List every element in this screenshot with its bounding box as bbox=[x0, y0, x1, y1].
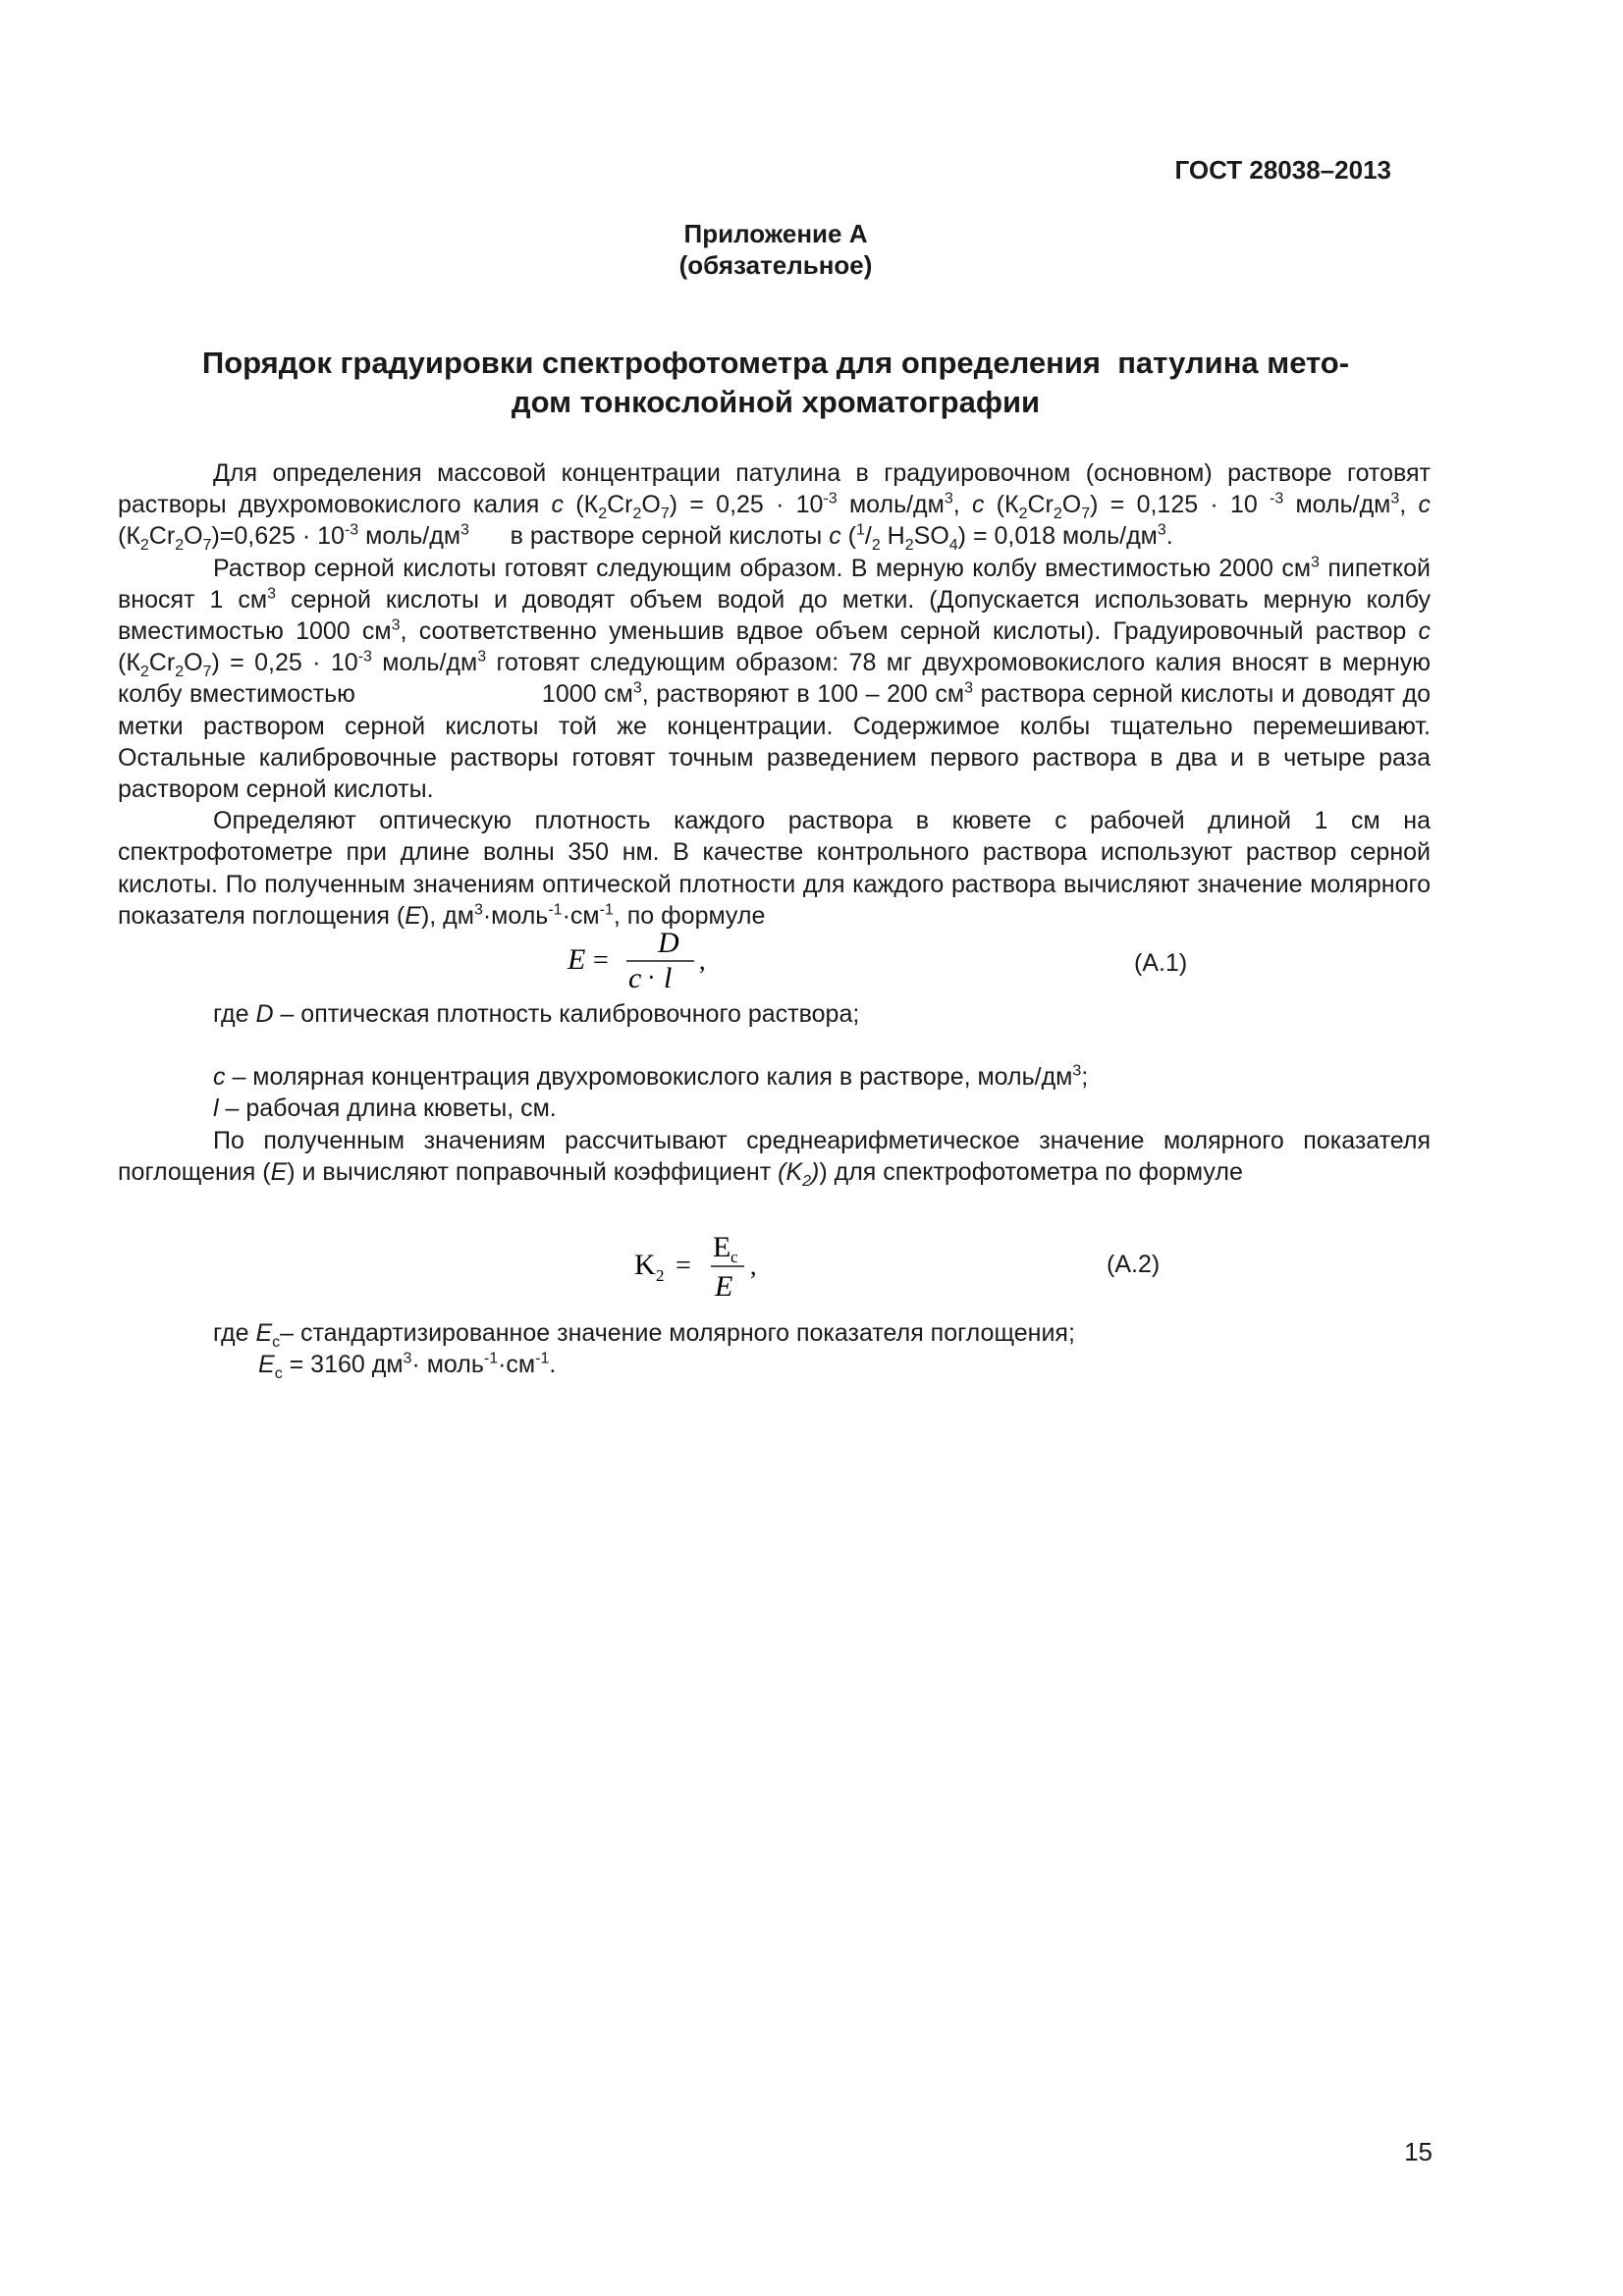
section-title: Порядок градуировки спектрофотометра для определения патулина мето- дом тонкослойной хроматографии bbox=[201, 346, 1350, 419]
where-c: c – молярная концентрация двухромовокислого калия в растворе, моль/$дм^3$; bbox=[213, 1062, 1089, 1092]
where-ec-value: $E_c = 3160$ $дм^3\cdot$ $моль^{-1}\cdot см^{-1}$. bbox=[258, 1350, 557, 1383]
appendix-status: (обязательное) bbox=[678, 250, 873, 280]
svg-text:2: 2 bbox=[656, 1266, 665, 1286]
spacer bbox=[118, 1188, 1431, 1227]
where-ec: где $E_c-$ стандартизированное значение молярного показателя поглощения; bbox=[213, 1319, 1075, 1352]
formula-a2 bbox=[118, 1227, 1431, 1306]
document-id: ГОСТ 28038–2013 bbox=[1174, 155, 1391, 185]
svg-text:l: l bbox=[664, 962, 673, 995]
paragraph-4: По полученным значениям рассчитывают среднеарифметическое значение молярного показателя поглощения (E) и вычисляют поправочный коэффициент $(K_2)$) для спектрофотометра по формуле bbox=[118, 1126, 1431, 1190]
svg-text:E: E bbox=[568, 943, 586, 977]
where-d: где D – оптическая плотность калибровочного раствора; bbox=[213, 1000, 860, 1029]
svg-text:E: E bbox=[715, 1270, 733, 1304]
svg-text:E: E bbox=[713, 1231, 731, 1264]
appendix-label: Приложение А bbox=[683, 219, 868, 248]
svg-text:D: D bbox=[658, 928, 679, 960]
svg-text:·: · bbox=[647, 963, 656, 992]
paragraph-1: Для определения массовой концентрации патулина в градуировочном (основном) растворе готовят растворы двухромовокислого калия c $(К_2Cr_2O_7) = 0,25 \cdot 10^{-3}$ моль/$дм^3$, c $(К_2Cr_2O_7) = 0,125 \cdot 10$ $^{-3}$ моль/$дм^3$, c $(К_2Cr_2O_7)=0,625 \cdot 10^{-3}$ моль/$дм^3$ в растворе серной кислоты c ($^1/_2$ $H_2SO_4) = 0,018$ моль/$дм^3$. bbox=[118, 459, 1431, 555]
page-number: 15 bbox=[1404, 2137, 1433, 2166]
formula-a2-number: (А.2) bbox=[1107, 1251, 1161, 1279]
spacer bbox=[118, 1030, 1431, 1061]
formula-a2-expression bbox=[628, 1227, 825, 1306]
document-body bbox=[118, 457, 1432, 1383]
svg-text:=: = bbox=[676, 1251, 691, 1282]
formula-a1-number: (А.1) bbox=[1134, 949, 1188, 978]
svg-text:c: c bbox=[628, 962, 642, 995]
svg-text:=: = bbox=[593, 945, 609, 977]
paragraph-2: Раствор серной кислоты готовят следующим образом. В мерную колбу вместимостью 2000 $см^3$ пипеткой вносят 1 $см^3$ серной кислоты и доводят объем водой до метки. (Допускается использовать мерную колбу вместимостью 1000 $см^3$, соответственно уменьшив вдвое объем серной кислоты). Градуировочный раствор c $(К_2Cr_2O_7) = 0,25 \cdot 10^{-3}$ моль/$дм^3$ готовят следующим образом: 78 мг двухромовокислого калия вносят в мерную колбу вместимостью 1000 $см^3$, растворяют в 100 – 200 $см^3$ раствора серной кислоты и доводят до метки раствором серной кислоты той же концентрации. Содержимое колбы тщательно перемешивают. Остальные калибровочные растворы готовят точным разведением первого раствора в два и в четыре раза раствором серной кислоты. bbox=[118, 554, 1432, 804]
formula-a1 bbox=[118, 928, 1431, 998]
svg-text:,: , bbox=[750, 1252, 757, 1281]
svg-text:c: c bbox=[730, 1248, 738, 1267]
spacer bbox=[118, 1306, 1431, 1317]
svg-text:K: K bbox=[634, 1249, 656, 1282]
paragraph-3: Определяют оптическую плотность каждого раствора в кювете с рабочей длиной 1 см на спектрофотометре при длине волны 350 нм. В качестве контрольного раствора используют раствор серной кислоты. По полученным значениям оптической плотности для каждого раствора вычисляют значение молярного показателя поглощения (E), $дм^3\cdot моль^{-1}\cdot см^{-1}$, по формуле bbox=[118, 807, 1431, 930]
svg-text:,: , bbox=[699, 946, 706, 976]
where-l: l – рабочая длина кюветы, см. bbox=[213, 1095, 557, 1123]
formula-a1-expression bbox=[562, 928, 758, 994]
